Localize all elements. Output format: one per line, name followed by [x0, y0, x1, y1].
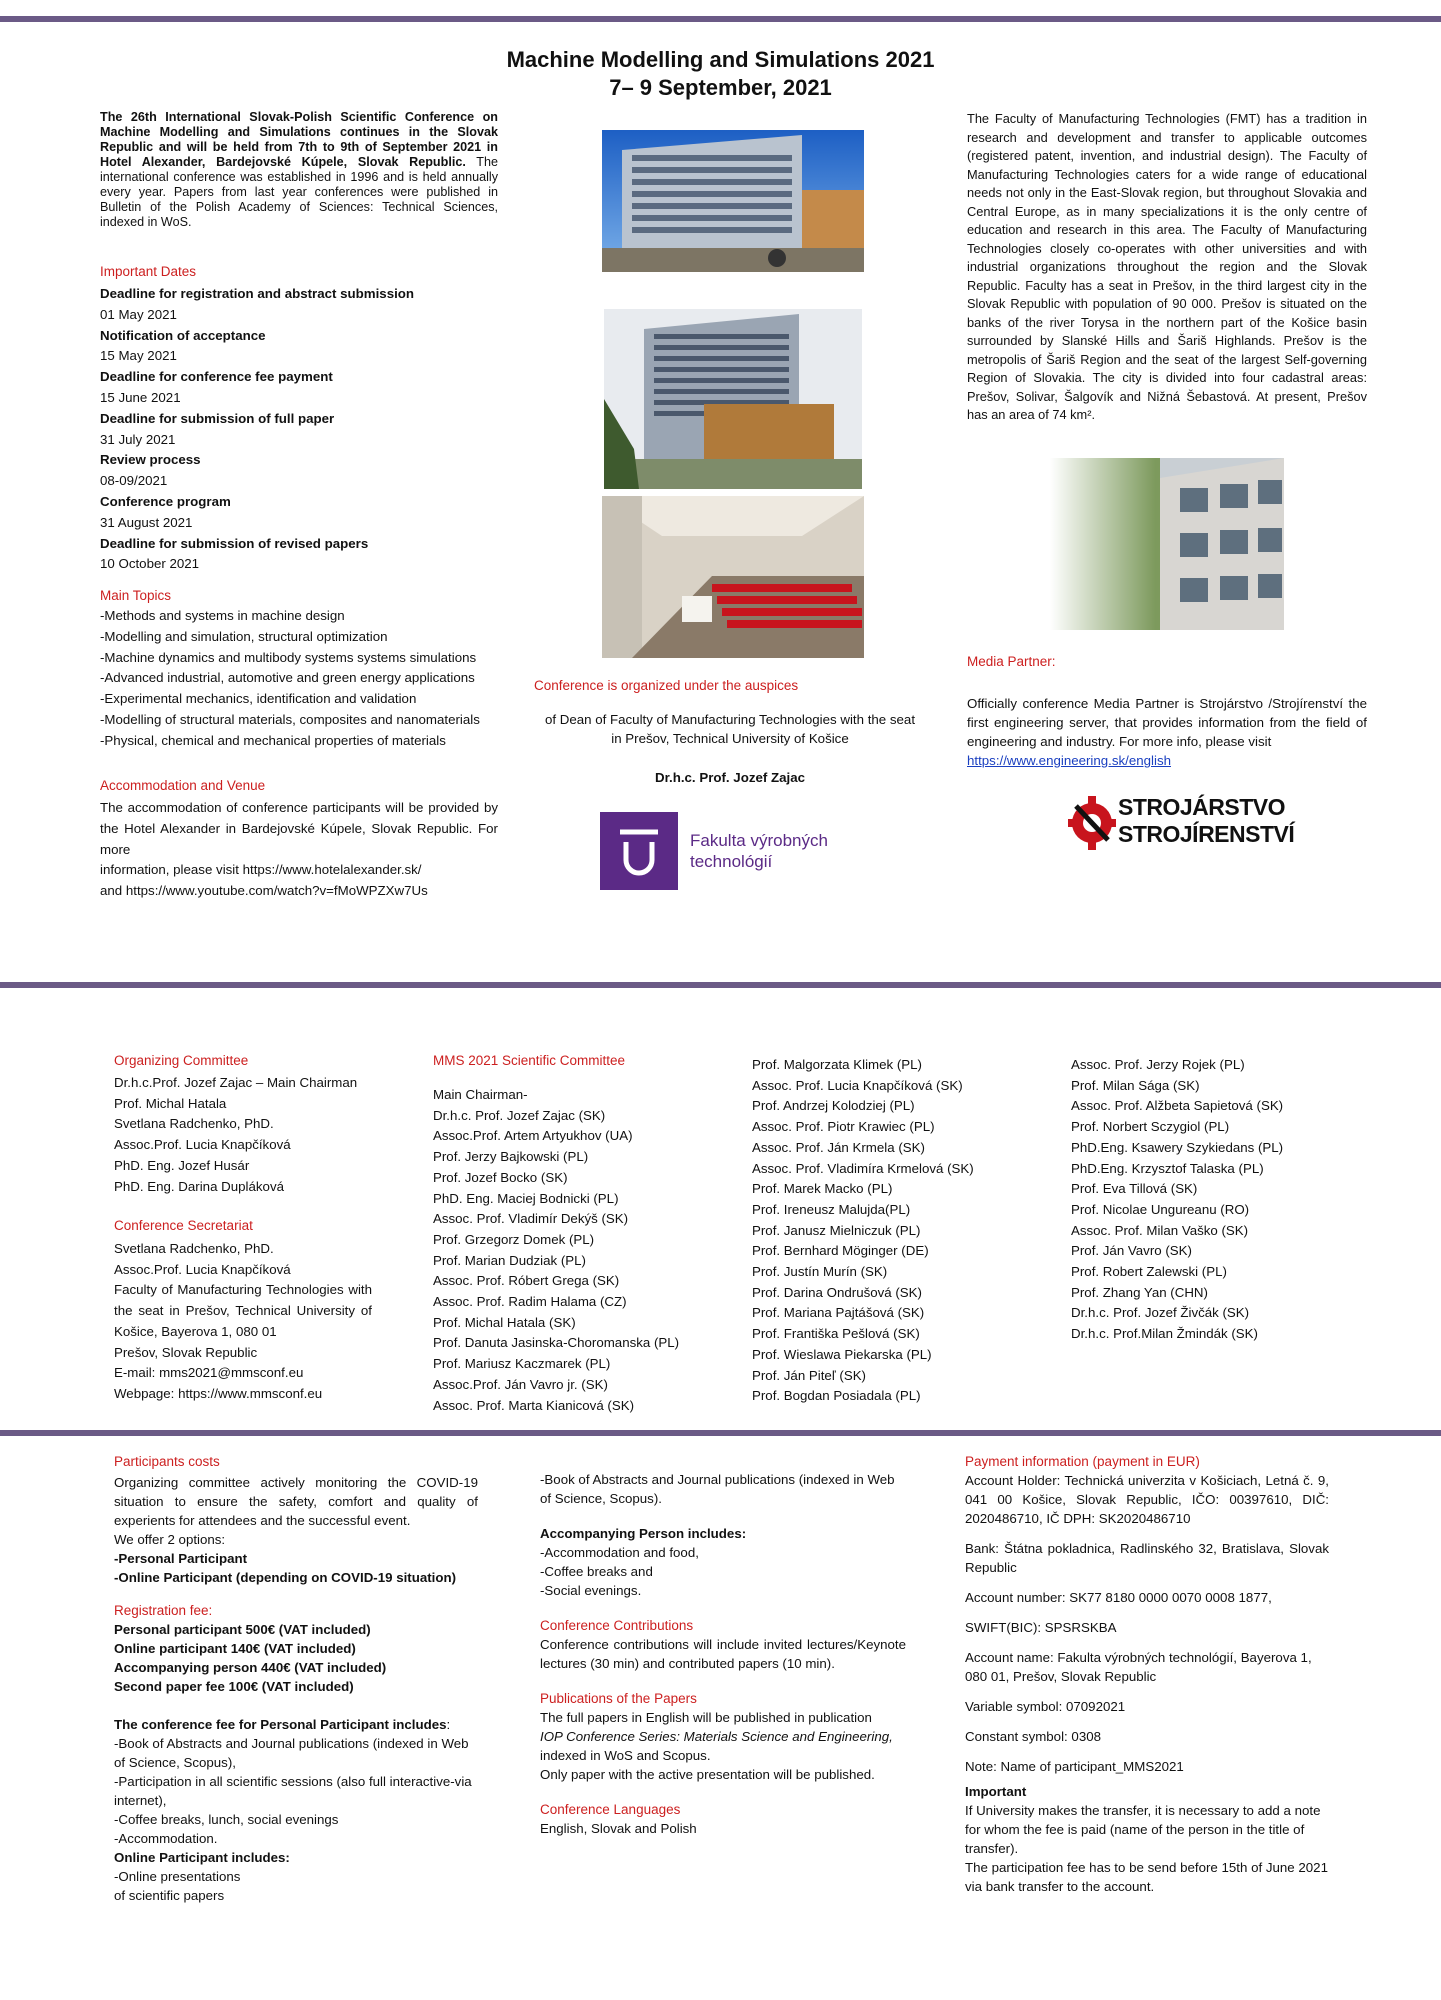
payment-variable-symbol: Variable symbol: 07092021 — [965, 1699, 1126, 1714]
faculty-building-photo — [1050, 458, 1284, 630]
media-partner-link[interactable]: https://www.engineering.sk/english — [967, 753, 1171, 768]
languages-text: English, Slovak and Polish — [540, 1821, 697, 1836]
title-line-2: 7– 9 September, 2021 — [609, 75, 832, 100]
scientific-member: Prof. Malgorzata Klimek (PL) — [752, 1057, 922, 1072]
scientific-member: Assoc. Prof. Alžbeta Sapietová (SK) — [1071, 1098, 1284, 1114]
date-label: Deadline for registration and abstract submission — [100, 286, 415, 301]
main-topics-heading: Main Topics — [100, 588, 172, 603]
online-includes-heading: Online Participant includes: — [114, 1850, 290, 1865]
faculty-logo-text — [690, 830, 828, 872]
secretariat-line: Svetlana Radchenko, PhD. — [114, 1241, 274, 1256]
organizing-list — [114, 1073, 357, 1197]
scientific-member: Main Chairman- — [433, 1087, 528, 1102]
publications-journal: IOP Conference Series: Materials Science and Engineering, — [540, 1729, 893, 1744]
scientific-member: Prof. Marek Macko (PL) — [752, 1181, 893, 1197]
accommodation-link-youtube[interactable]: and https://www.youtube.com/watch?v=fMoWPZXw7Us — [100, 883, 428, 899]
scientific-member: Prof. Jozef Bocko (SK) — [433, 1169, 568, 1185]
scientific-member: Prof. Darina Ondrušová (SK) — [752, 1284, 922, 1300]
scientific-member: Prof. Milan Sága (SK) — [1071, 1077, 1200, 1093]
organizing-member: Dr.h.c.Prof. Jozef Zajac – Main Chairman — [114, 1075, 358, 1090]
date-label: Conference program — [100, 493, 231, 509]
includes-heading: The conference fee for Personal Participant includes — [114, 1717, 447, 1732]
costs-block — [114, 1473, 478, 1905]
scientific-member: Prof. Mariusz Kaczmarek (PL) — [433, 1356, 611, 1372]
hotel-photo-1 — [602, 130, 864, 272]
scientific-member: Prof. Františka Pešlová (SK) — [752, 1326, 920, 1342]
scientific-member: Prof. Janusz Mielniczuk (PL) — [752, 1222, 921, 1238]
costs-option-personal: -Personal Participant — [114, 1551, 248, 1566]
date-label: Deadline for submission of revised papers — [100, 535, 369, 551]
scientific-member: Prof. Mariana Pajtášová (SK) — [752, 1305, 925, 1321]
tu-logo-square — [600, 812, 678, 890]
dean-name: Dr.h.c. Prof. Jozef Zajac — [654, 770, 805, 785]
publications-line-3: indexed in WoS and Scopus. — [540, 1748, 711, 1763]
media-partner-text — [967, 694, 1367, 770]
secretariat-contact-line: Prešov, Slovak Republic — [114, 1344, 258, 1360]
scientific-member: Prof. Justín Murín (SK) — [752, 1264, 888, 1280]
important-text-2: The participation fee has to be send before 15th of June 2021 via bank transfer to the account. — [965, 1860, 1328, 1894]
payment-account: Account number: SK77 8180 0000 0070 0008 1877, — [965, 1590, 1272, 1605]
date-value: 15 June 2021 — [100, 389, 181, 405]
topic-item: -Advanced industrial, automotive and green energy applications — [100, 670, 475, 686]
accommodation-link-hotel[interactable]: information, please visit https://www.hotelalexander.sk/ — [100, 862, 422, 878]
costs-offer: We offer 2 options: — [114, 1532, 226, 1547]
date-value: 08-09/2021 — [100, 473, 168, 489]
contributions-heading: Conference Contributions — [540, 1618, 694, 1633]
fmt-paragraph: The Faculty of Manufacturing Technologies (FMT) has a tradition in research and development and transfer to applicable outcomes (registered patent, invention, and industrial design). The Faculty of Manufacturing Technologies caters for a wide range of educational needs not only in the East-Slovak region, but throughout Slovakia and Central Europe, as in many specializations it is the only centre of education and research in this area. The Faculty of Manufacturing Technologies closely co-operates with other universities and with industrial organizations throughout the region and the Slovak Republic. Faculty has a seat in Prešov, in the third largest city in the Slovak Republic with population of 90 000. Prešov is situated on the banks of the river Torysa in the northern part of the Košice basin surrounded by Slanské Hills and Šariš Highlands. Prešov is the metropolis of Šariš Region and the seat of the largest Self-governing Region of Slovakia. The city is divided into four cadastral areas: Prešov, Solivar, Šalgovík and Nižná Šebastová. At present, Prešov has an area of 74 km². — [967, 111, 1367, 422]
auspices-text — [520, 710, 940, 748]
strojarstvo-logo — [1068, 790, 1295, 856]
scientific-col-1 — [433, 1085, 679, 1416]
title-line-1: Machine Modelling and Simulations 2021 — [506, 47, 935, 72]
date-value: 10 October 2021 — [100, 556, 200, 572]
scientific-col-2 — [752, 1055, 974, 1407]
important-dates-list — [100, 284, 500, 575]
scientific-member: Prof. Marian Dudziak (PL) — [433, 1252, 586, 1268]
topic-item: -Physical, chemical and mechanical properties of materials — [100, 732, 446, 748]
accompanying-item: -Coffee breaks and — [540, 1564, 653, 1579]
topic-item: -Machine dynamics and multibody systems systems simulations — [100, 649, 477, 665]
scientific-member: Prof. Robert Zalewski (PL) — [1071, 1264, 1227, 1280]
payment-bank: Bank: Štátna pokladnica, Radlinského 32, Bratislava, Slovak Republic — [965, 1541, 1329, 1575]
middle-bottom-block — [540, 1470, 906, 1838]
date-value: 01 May 2021 — [100, 306, 177, 322]
costs-heading: Participants costs — [114, 1454, 220, 1469]
scientific-member: Prof. Ireneusz Malujda(PL) — [752, 1201, 911, 1217]
accompanying-item: -Social evenings. — [540, 1583, 642, 1598]
topic-item: -Methods and systems in machine design — [100, 608, 345, 623]
date-value: 31 July 2021 — [100, 431, 176, 447]
online-includes-item: -Online presentations — [114, 1869, 241, 1884]
scientific-member: Prof. Nicolae Ungureanu (RO) — [1071, 1201, 1250, 1217]
scientific-member: Prof. Grzegorz Domek (PL) — [433, 1231, 595, 1247]
scientific-member: PhD. Eng. Maciej Bodnicki (PL) — [433, 1190, 619, 1206]
includes-item: -Accommodation. — [114, 1831, 218, 1846]
costs-option-online: -Online Participant (depending on COVID-19 situation) — [114, 1570, 457, 1585]
payment-account-name: Account name: Fakulta výrobných technológií, Bayerova 1, 080 01, Prešov, Slovak Republic — [965, 1650, 1312, 1684]
payment-constant-symbol: Constant symbol: 0308 — [965, 1729, 1102, 1744]
secretariat-address: Faculty of Manufacturing Technologies with the seat in Prešov, Technical University of Košice, Bayerova 1, 080 01 — [114, 1282, 372, 1339]
scientific-member: Prof. Zhang Yan (CHN) — [1071, 1284, 1208, 1300]
topic-item: -Modelling of structural materials, composites and nanomaterials — [100, 711, 480, 727]
intro-bold: The 26th International Slovak-Polish Scientific Conference on Machine Modelling and Simulations continues in the Slovak Republic and will be held from 7th to 9th of September 2021 in Hotel Alexander, Bardejovské Kúpele, Slovak Republic. — [100, 110, 498, 169]
date-label: Deadline for conference fee payment — [100, 369, 333, 385]
strojarstvo-logo-text-1: STROJÁRSTVO — [1118, 794, 1286, 820]
includes-item: -Participation in all scientific sessions (also full interactive-via internet), — [114, 1774, 472, 1808]
accompanying-heading: Accompanying Person includes: — [540, 1526, 747, 1541]
scientific-member: Prof. Danuta Jasinska-Choromanska (PL) — [433, 1335, 680, 1351]
publications-line-1: The full papers in English will be published in publication — [540, 1710, 872, 1725]
scientific-member: Prof. Jerzy Bajkowski (PL) — [433, 1149, 589, 1165]
scientific-member: Assoc. Prof. Milan Vaško (SK) — [1071, 1222, 1249, 1238]
organizing-member: PhD. Eng. Darina Dupláková — [114, 1178, 284, 1194]
organizing-heading: Organizing Committee — [114, 1053, 249, 1068]
accommodation-text — [100, 798, 498, 902]
scientific-member: Assoc. Prof. Vladimír Dekýš (SK) — [433, 1211, 629, 1227]
scientific-member: Prof. Bernhard Möginger (DE) — [752, 1243, 929, 1259]
conference-room-photo — [602, 496, 864, 658]
online-includes-item: of scientific papers — [114, 1888, 225, 1903]
faculty-logo-text-1: Fakulta výrobných — [690, 831, 828, 850]
strojarstvo-logo-text — [1118, 794, 1294, 848]
scientific-member: Prof. Michal Hatala (SK) — [433, 1314, 576, 1330]
scientific-member: Dr.h.c. Prof. Jozef Zajac (SK) — [433, 1107, 606, 1123]
scientific-member: PhD.Eng. Krzysztof Talaska (PL) — [1071, 1160, 1264, 1176]
topic-item: -Modelling and simulation, structural optimization — [100, 628, 388, 644]
languages-heading: Conference Languages — [540, 1802, 681, 1817]
date-label: Notification of acceptance — [100, 327, 266, 343]
scientific-member: Assoc. Prof. Ján Krmela (SK) — [752, 1139, 925, 1155]
fee-item: Personal participant 500€ (VAT included) — [114, 1622, 371, 1637]
secretariat-contact-line: Webpage: https://www.mmsconf.eu — [114, 1385, 323, 1401]
scientific-member: Prof. Ján Vavro (SK) — [1071, 1243, 1192, 1259]
payment-heading: Payment information (payment in EUR) — [965, 1454, 1200, 1469]
online-includes-cont: -Book of Abstracts and Journal publications (indexed in Web of Science, Scopus). — [540, 1472, 895, 1506]
scientific-member: Dr.h.c. Prof. Jozef Živčák (SK) — [1071, 1305, 1250, 1321]
secretariat-line: Assoc.Prof. Lucia Knapčíková — [114, 1261, 291, 1277]
scientific-member: Prof. Ján Piteľ (SK) — [752, 1367, 866, 1383]
organizing-member: Svetlana Radchenko, PhD. — [114, 1116, 274, 1132]
scientific-member: Assoc.Prof. Ján Vavro jr. (SK) — [433, 1376, 608, 1392]
strojarstvo-logo-text-2: STROJÍRENSTVÍ — [1118, 821, 1295, 847]
accompanying-item: -Accommodation and food, — [540, 1545, 699, 1560]
scientific-member: Prof. Norbert Sczygiol (PL) — [1071, 1119, 1230, 1135]
hotel-photo-2 — [604, 309, 862, 489]
faculty-logo — [600, 812, 850, 890]
topic-item: -Experimental mechanics, identification and validation — [100, 691, 417, 707]
scientific-member: Prof. Eva Tillová (SK) — [1071, 1181, 1198, 1197]
scientific-member: Prof. Bogdan Posiadala (PL) — [752, 1388, 921, 1404]
scientific-member: Prof. Wieslawa Piekarska (PL) — [752, 1346, 932, 1362]
important-text-1: If University makes the transfer, it is necessary to add a note for whom the fee is paid (name of the person in the title of transfer). — [965, 1803, 1321, 1856]
date-label: Review process — [100, 452, 201, 468]
important-dates-heading: Important Dates — [100, 264, 197, 279]
organizing-member: PhD. Eng. Jozef Husár — [114, 1157, 250, 1173]
organizing-member: Prof. Michal Hatala — [114, 1095, 227, 1111]
scientific-member: Assoc. Prof. Marta Kianicová (SK) — [433, 1397, 634, 1413]
gear-icon — [1068, 792, 1116, 854]
includes-item: -Book of Abstracts and Journal publications (indexed in Web of Science, Scopus), — [114, 1736, 469, 1770]
tu-logo-icon — [600, 812, 678, 890]
date-value: 31 August 2021 — [100, 514, 193, 530]
date-label: Deadline for submission of full paper — [100, 410, 335, 426]
auspices-line-2: in Prešov, Technical University of Košice — [611, 731, 849, 746]
registration-fee-heading: Registration fee: — [114, 1603, 213, 1618]
faculty-logo-text-2: technológií — [690, 852, 773, 871]
scientific-member: Assoc.Prof. Artem Artyukhov (UA) — [433, 1128, 633, 1144]
scientific-col-3 — [1071, 1055, 1283, 1345]
costs-text: Organizing committee actively monitoring the COVID-19 situation to ensure the safety, comfort and quality of experients for attendees and the successful event. — [114, 1475, 478, 1528]
media-partner-heading: Media Partner: — [967, 654, 1056, 669]
accommodation-body: The accommodation of conference participants will be provided by the Hotel Alexander in Bardejovské Kúpele, Slovak Republic. For more — [100, 800, 498, 857]
organizing-member: Assoc.Prof. Lucia Knapčíková — [114, 1137, 291, 1153]
middle-band-1 — [0, 982, 1441, 988]
accommodation-heading: Accommodation and Venue — [100, 778, 266, 793]
scientific-member: Assoc. Prof. Lucia Knapčíková (SK) — [752, 1077, 963, 1093]
payment-note: Note: Name of participant_MMS2021 — [965, 1759, 1184, 1774]
scientific-member: Assoc. Prof. Róbert Grega (SK) — [433, 1273, 620, 1289]
important-heading: Important — [965, 1784, 1027, 1799]
payment-swift: SWIFT(BIC): SPSRSKBA — [965, 1620, 1117, 1635]
scientific-member: Assoc. Prof. Radim Halama (CZ) — [433, 1294, 627, 1310]
main-topics-list — [100, 606, 510, 752]
secretariat-heading: Conference Secretariat — [114, 1218, 253, 1233]
contributions-text: Conference contributions will include invited lectures/Keynote lectures (30 min) and contributed papers (10 min). — [540, 1637, 906, 1671]
fee-item: Accompanying person 440€ (VAT included) — [114, 1660, 387, 1675]
payment-holder: Account Holder: Technická univerzita v Košiciach, Letná č. 9, 041 00 Košice, Slovak Republic, IČO: 00397610, DIČ: 2020486710, IČ DPH: SK2020486710 — [965, 1473, 1329, 1526]
auspices-line-1: of Dean of Faculty of Manufacturing Technologies with the seat — [544, 712, 916, 727]
date-value: 15 May 2021 — [100, 348, 177, 364]
media-partner-body: Officially conference Media Partner is Strojárstvo /Strojírenství the first engineering server, that provides information from the field of engineering and industry. For more info, please visit — [967, 696, 1367, 749]
middle-band-2 — [0, 1430, 1441, 1436]
scientific-heading: MMS 2021 Scientific Committee — [433, 1053, 626, 1068]
intro-paragraph — [100, 110, 498, 230]
includes-item: -Coffee breaks, lunch, social evenings — [114, 1812, 339, 1827]
page-title — [0, 46, 1441, 102]
scientific-member: Assoc. Prof. Jerzy Rojek (PL) — [1071, 1057, 1245, 1072]
payment-block — [965, 1452, 1329, 1896]
publications-line-4: Only paper with the active presentation will be published. — [540, 1767, 875, 1782]
secretariat-contact-line: E-mail: mms2021@mmsconf.eu — [114, 1365, 304, 1381]
scientific-member: Assoc. Prof. Vladimíra Krmelová (SK) — [752, 1160, 974, 1176]
intro-normal: The international conference was established in 1996 and is held annually every year. Papers from last year conferences were published in Bulletin of the Polish Academy of Sciences: Technical Sciences, indexed in WoS. — [100, 155, 498, 229]
fee-item: Second paper fee 100€ (VAT included) — [114, 1679, 354, 1694]
scientific-member: Prof. Andrzej Kolodziej (PL) — [752, 1098, 915, 1114]
top-band — [0, 16, 1441, 22]
publications-heading: Publications of the Papers — [540, 1691, 697, 1706]
scientific-member: Assoc. Prof. Piotr Krawiec (PL) — [752, 1119, 935, 1135]
auspices-heading: Conference is organized under the auspices — [534, 678, 799, 693]
includes-colon: : — [446, 1717, 451, 1732]
secretariat-block — [114, 1239, 372, 1405]
scientific-member: PhD.Eng. Ksawery Szykiedans (PL) — [1071, 1139, 1284, 1155]
fee-item: Online participant 140€ (VAT included) — [114, 1641, 356, 1656]
scientific-member: Dr.h.c. Prof.Milan Žmindák (SK) — [1071, 1326, 1258, 1342]
